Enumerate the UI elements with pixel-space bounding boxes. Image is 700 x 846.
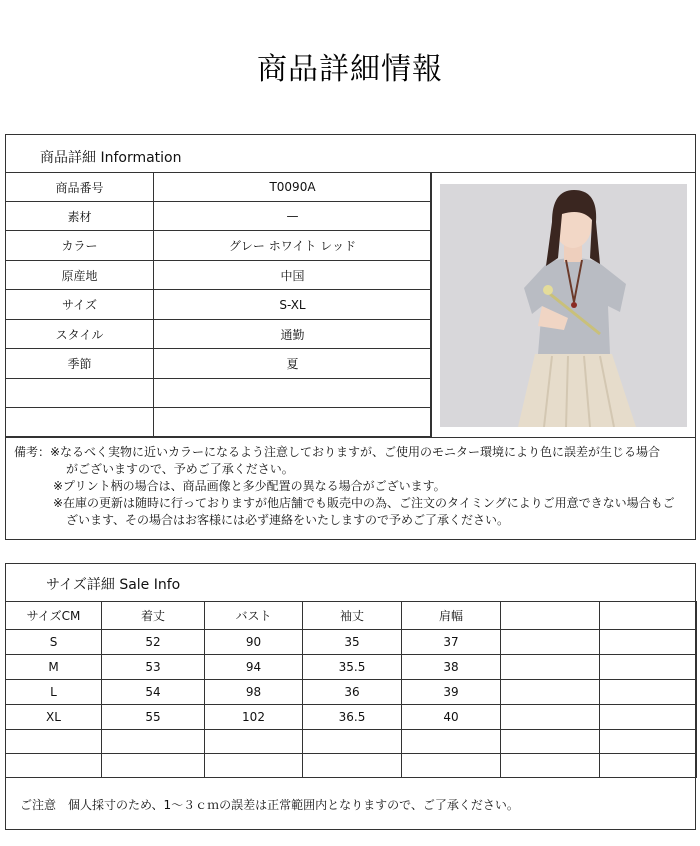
size-cell: 94 bbox=[205, 655, 303, 680]
size-cell bbox=[102, 730, 205, 754]
remarks-block bbox=[14, 444, 690, 529]
size-cell: 98 bbox=[205, 680, 303, 705]
spec-row bbox=[6, 379, 432, 408]
spec-value bbox=[154, 379, 432, 408]
size-cell bbox=[402, 754, 501, 778]
size-cell: 36 bbox=[303, 680, 402, 705]
spec-value: 夏 bbox=[154, 349, 432, 379]
spec-label: 原産地 bbox=[6, 261, 154, 290]
size-cell: XL bbox=[6, 705, 102, 730]
remarks-line: ざいます、その場合はお客様には必ず連絡をいたしますので予めご了承ください。 bbox=[66, 513, 510, 527]
size-table bbox=[5, 601, 697, 778]
size-header-cell bbox=[501, 602, 600, 630]
size-cell bbox=[501, 630, 600, 655]
spec-value bbox=[154, 408, 432, 437]
size-cell bbox=[6, 754, 102, 778]
spec-value: グレー ホワイト レッド bbox=[154, 231, 432, 261]
size-heading: サイズ詳細 Sale Info bbox=[46, 577, 181, 593]
spec-label: サイズ bbox=[6, 290, 154, 320]
size-cell bbox=[501, 680, 600, 705]
spec-value: 中国 bbox=[154, 261, 432, 290]
spec-label: 商品番号 bbox=[6, 173, 154, 202]
product-photo bbox=[440, 184, 687, 427]
size-cell bbox=[600, 655, 697, 680]
size-cell bbox=[6, 730, 102, 754]
size-cell bbox=[600, 754, 697, 778]
remarks-line: ※在庫の更新は随時に行っておりますが他店舗でも販売中の為、ご注文のタイミングによりご用意できない場合もご bbox=[53, 496, 675, 510]
spec-row bbox=[6, 320, 432, 349]
size-header-row bbox=[6, 602, 697, 630]
remarks-line: がございますので、予めご了承ください。 bbox=[66, 462, 294, 476]
size-cell bbox=[102, 754, 205, 778]
size-cell: 39 bbox=[402, 680, 501, 705]
size-cell bbox=[501, 754, 600, 778]
size-cell bbox=[303, 754, 402, 778]
spec-value: — bbox=[154, 202, 432, 231]
size-header-cell: 袖丈 bbox=[303, 602, 402, 630]
size-cell: 54 bbox=[102, 680, 205, 705]
size-note: ご注意 個人採寸のため、1～３ｃｍの誤差は正常範囲内となりますので、ご了承ください。 bbox=[20, 798, 519, 812]
size-cell bbox=[600, 630, 697, 655]
size-header-cell bbox=[600, 602, 697, 630]
size-cell: 102 bbox=[205, 705, 303, 730]
spec-row bbox=[6, 202, 432, 231]
remarks-line: ※プリント柄の場合は、商品画像と多少配置の異なる場合がございます。 bbox=[53, 479, 446, 493]
size-row bbox=[6, 730, 697, 754]
spec-value: S-XL bbox=[154, 290, 432, 320]
spec-label: 素材 bbox=[6, 202, 154, 231]
size-cell: L bbox=[6, 680, 102, 705]
product-details-heading: 商品詳細 Information bbox=[40, 150, 182, 166]
spec-row bbox=[6, 261, 432, 290]
spec-row bbox=[6, 408, 432, 437]
size-cell: 36.5 bbox=[303, 705, 402, 730]
size-header-cell: サイズCM bbox=[6, 602, 102, 630]
size-cell: 53 bbox=[102, 655, 205, 680]
spec-row bbox=[6, 349, 432, 379]
size-cell bbox=[600, 730, 697, 754]
page-title: 商品詳細情報 bbox=[257, 52, 443, 87]
spec-value: 通勤 bbox=[154, 320, 432, 349]
size-header-cell: バスト bbox=[205, 602, 303, 630]
size-cell: 40 bbox=[402, 705, 501, 730]
spec-row bbox=[6, 290, 432, 320]
size-cell bbox=[402, 730, 501, 754]
model-illustration bbox=[440, 184, 687, 427]
spec-label: カラー bbox=[6, 231, 154, 261]
size-header-cell: 肩幅 bbox=[402, 602, 501, 630]
size-cell bbox=[205, 754, 303, 778]
size-cell bbox=[501, 730, 600, 754]
size-row bbox=[6, 754, 697, 778]
size-row bbox=[6, 705, 697, 730]
spec-label bbox=[6, 379, 154, 408]
size-row bbox=[6, 680, 697, 705]
size-cell: 52 bbox=[102, 630, 205, 655]
size-cell bbox=[303, 730, 402, 754]
spec-value: T0090A bbox=[154, 173, 432, 202]
size-header-cell: 着丈 bbox=[102, 602, 205, 630]
size-row bbox=[6, 630, 697, 655]
size-cell: M bbox=[6, 655, 102, 680]
spec-label: スタイル bbox=[6, 320, 154, 349]
remarks-line: 備考：※なるべく実物に近いカラーになるよう注意しておりますが、ご使用のモニター環境により色に誤差が生じる場合 bbox=[14, 445, 661, 459]
spec-label: 季節 bbox=[6, 349, 154, 379]
size-cell: 38 bbox=[402, 655, 501, 680]
size-cell bbox=[501, 705, 600, 730]
spec-label bbox=[6, 408, 154, 437]
remarks-divider bbox=[5, 437, 696, 438]
size-cell bbox=[600, 705, 697, 730]
product-spec-table bbox=[5, 172, 432, 437]
size-cell bbox=[501, 655, 600, 680]
size-cell: 37 bbox=[402, 630, 501, 655]
size-row bbox=[6, 655, 697, 680]
spec-row bbox=[6, 231, 432, 261]
spec-row bbox=[6, 173, 432, 202]
size-cell: 35.5 bbox=[303, 655, 402, 680]
size-cell: 55 bbox=[102, 705, 205, 730]
size-cell bbox=[205, 730, 303, 754]
size-cell: S bbox=[6, 630, 102, 655]
size-cell: 35 bbox=[303, 630, 402, 655]
size-cell bbox=[600, 680, 697, 705]
size-cell: 90 bbox=[205, 630, 303, 655]
